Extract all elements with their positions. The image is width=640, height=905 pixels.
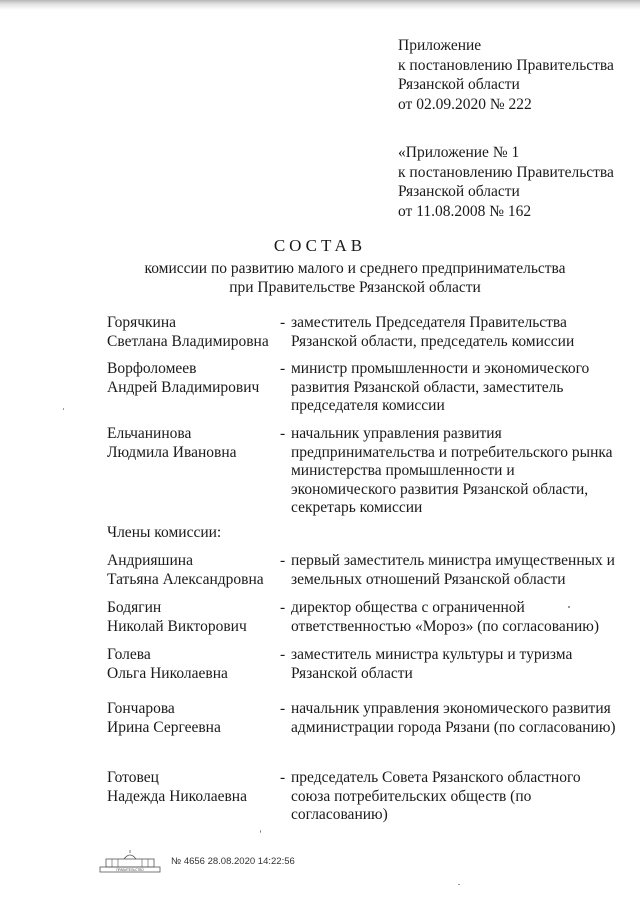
annex-line: Приложение xyxy=(398,37,482,54)
member-name xyxy=(107,360,277,397)
annex-line: к постановлению Правительства xyxy=(398,56,614,74)
document-subtitle xyxy=(0,259,640,297)
member-name xyxy=(107,700,277,737)
member-given-name: Николай Викторович xyxy=(107,617,247,635)
member-role: начальник управления экономического развития администрации города Рязани (по согласованию) xyxy=(291,700,616,736)
member-surname: Бодягин xyxy=(107,599,162,616)
member-name xyxy=(107,769,277,806)
member-name xyxy=(107,314,277,351)
annex-header-original xyxy=(398,143,614,221)
annex-line: от 02.09.2020 № 222 xyxy=(398,95,532,113)
member-given-name: Людмила Ивановна xyxy=(107,443,237,461)
dash-separator: - xyxy=(280,552,286,569)
member-given-name: Светлана Владимировна xyxy=(107,332,269,350)
scan-edge-shadow xyxy=(0,0,640,10)
member-surname: Готовец xyxy=(107,769,159,786)
scan-speck xyxy=(63,408,64,410)
scan-speck xyxy=(260,830,261,833)
subtitle-line-1: комиссии по развитию малого и среднего предпринимательства xyxy=(144,260,566,277)
member-name xyxy=(107,599,277,636)
member-given-name: Ирина Сергеевна xyxy=(107,718,221,736)
dash-separator: - xyxy=(280,314,286,331)
member-role: заместитель министра культуры и туризма Рязанской области xyxy=(291,646,573,682)
member-role: председатель Совета Рязанского областного союза потребительских обществ (по согласованию) xyxy=(291,769,581,823)
annex-line: Рязанской области xyxy=(398,183,520,200)
registration-stamp: № 4656 28.08.2020 14:22:56 xyxy=(171,856,295,867)
member-surname: Ворфоломеев xyxy=(107,360,197,377)
annex-line: к постановлению Правительства xyxy=(398,163,614,181)
member-role: заместитель Председателя Правительства Рязанской области, председатель комиссии xyxy=(291,314,575,350)
member-role: первый заместитель министра имущественных и земельных отношений Рязанской области xyxy=(291,552,615,588)
dash-separator: - xyxy=(280,599,286,616)
member-given-name: Надежда Николаевна xyxy=(107,787,247,805)
member-name xyxy=(107,425,277,462)
dash-separator: - xyxy=(280,646,286,663)
member-surname: Горячкина xyxy=(107,314,177,331)
member-surname: Ельчанинова xyxy=(107,425,192,442)
member-given-name: Татьяна Александровна xyxy=(107,570,264,588)
dash-separator: - xyxy=(280,769,286,786)
annex-line: «Приложение № 1 xyxy=(398,144,520,161)
member-surname: Голева xyxy=(107,646,151,663)
scan-speck xyxy=(568,606,570,608)
annex-line: от 11.08.2008 № 162 xyxy=(398,202,532,220)
member-role: министр промышленности и экономического развития Рязанской области, заместитель председателя комиссии xyxy=(291,360,590,414)
member-given-name: Андрей Владимирович xyxy=(107,378,260,396)
government-building-seal-icon xyxy=(98,848,162,874)
dash-separator: - xyxy=(280,425,286,442)
seal-caption: ПРАВИТЕЛЬСТВО xyxy=(116,868,144,873)
members-section-label: Члены комиссии: xyxy=(107,524,222,541)
subtitle-line-2: при Правительстве Рязанской области xyxy=(229,279,481,296)
member-name xyxy=(107,552,277,589)
scan-speck xyxy=(458,884,460,885)
dash-separator: - xyxy=(280,700,286,717)
member-surname: Гончарова xyxy=(107,700,175,717)
member-given-name: Ольга Николаевна xyxy=(107,664,228,682)
member-role: начальник управления развития предпринимательства и потребительского рынка министерства промышленности и экономического развития Рязанской области, секретарь комиссии xyxy=(291,425,613,516)
dash-separator: - xyxy=(280,360,286,377)
annex-line: Рязанской области xyxy=(398,76,520,93)
annex-header-current xyxy=(398,36,614,114)
registration-footer xyxy=(98,848,358,874)
member-role: директор общества с ограниченной ответственностью «Мороз» (по согласованию) xyxy=(291,599,600,635)
member-surname: Андрияшина xyxy=(107,552,193,569)
document-title: СОСТАВ xyxy=(273,236,367,255)
member-name xyxy=(107,646,277,683)
